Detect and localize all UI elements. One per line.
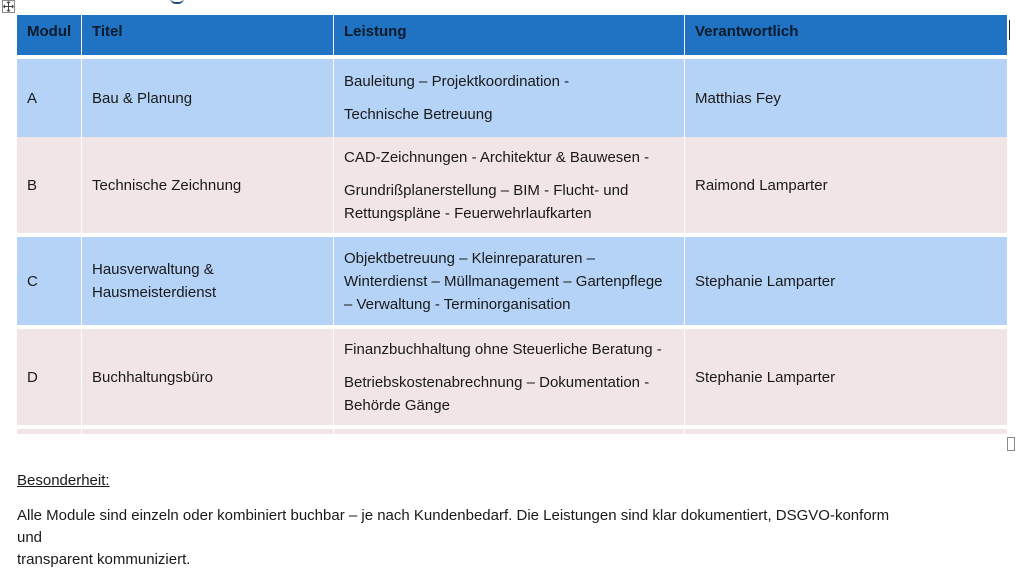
cell-verantwortlich[interactable]: Stephanie Lamparter [685, 237, 1007, 325]
cell-text: Technische Zeichnung [92, 176, 242, 194]
cell-titel[interactable] [82, 137, 334, 233]
cell-text: Technische Betreuung [344, 106, 493, 123]
cell-text: CAD-Zeichnungen - Architektur & Bauwesen - [344, 148, 650, 166]
cell-text: Winterdienst – Müllmanagement – Gartenpflege [344, 272, 663, 290]
cell-leistung[interactable] [334, 329, 685, 425]
table-row [17, 137, 1007, 233]
note-heading: Besonderheit: [17, 472, 110, 489]
cell-verantwortlich[interactable]: Raimond Lamparter [685, 137, 1007, 233]
cell-modul[interactable]: A [17, 59, 82, 137]
cell-text: Finanzbuchhaltung ohne Steuerliche Beratung - [344, 340, 662, 358]
cell-text: Behörde Gänge [344, 396, 450, 414]
table-row-partial [17, 429, 1007, 434]
table-move-handle-icon[interactable] [2, 0, 15, 13]
table-header-row [17, 15, 1007, 59]
cell-text: Hausmeisterdienst [92, 284, 217, 301]
modules-table [17, 15, 1007, 434]
cell-text: Hausverwaltung & [92, 261, 214, 278]
header-verantwortlich[interactable]: Verantwortlich [685, 15, 1007, 59]
cell-leistung[interactable] [334, 59, 685, 137]
heading-fragment [170, 0, 184, 4]
table-resize-handle-icon[interactable] [1007, 437, 1015, 451]
cell-modul[interactable]: D [17, 329, 82, 425]
cell-text: Bauleitung – Projektkoordination - [344, 73, 570, 90]
cell-leistung[interactable] [334, 137, 685, 233]
cell-text: Buchhaltungsbüro [92, 368, 213, 386]
table-row [17, 237, 1007, 325]
cell-leistung[interactable] [334, 237, 685, 325]
cell-text: – Verwaltung - Terminorganisation [344, 295, 571, 313]
table-row [17, 59, 1007, 137]
note-line: transparent kommuniziert. [17, 551, 191, 568]
header-titel[interactable]: Titel [82, 15, 334, 59]
cell-modul[interactable]: C [17, 237, 82, 325]
cell-text: Bau & Planung [92, 89, 193, 107]
table-row [17, 329, 1007, 425]
note-body [17, 505, 917, 571]
cell-text: Betriebskostenabrechnung – Dokumentation - [344, 373, 650, 391]
cell-text: Objektbetreuung – Kleinreparaturen – [344, 249, 596, 267]
header-modul[interactable]: Modul [17, 15, 82, 59]
note-line: Alle Module sind einzeln oder kombiniert buchbar – je nach Kundenbedarf. Die Leistungen sind klar dokumentiert, DSGVO-konform und [17, 507, 890, 546]
text-cursor [1009, 20, 1010, 40]
cell-titel[interactable] [82, 237, 334, 325]
cell-verantwortlich[interactable]: Stephanie Lamparter [685, 329, 1007, 425]
cell-text: Grundrißplanerstellung – BIM - Flucht- und [344, 181, 629, 199]
header-leistung[interactable]: Leistung [334, 15, 685, 59]
cell-verantwortlich[interactable]: Matthias Fey [685, 59, 1007, 137]
cell-modul[interactable]: B [17, 137, 82, 233]
cell-titel[interactable] [82, 59, 334, 137]
cell-text: Rettungspläne - Feuerwehrlaufkarten [344, 204, 592, 222]
cell-titel[interactable] [82, 329, 334, 425]
